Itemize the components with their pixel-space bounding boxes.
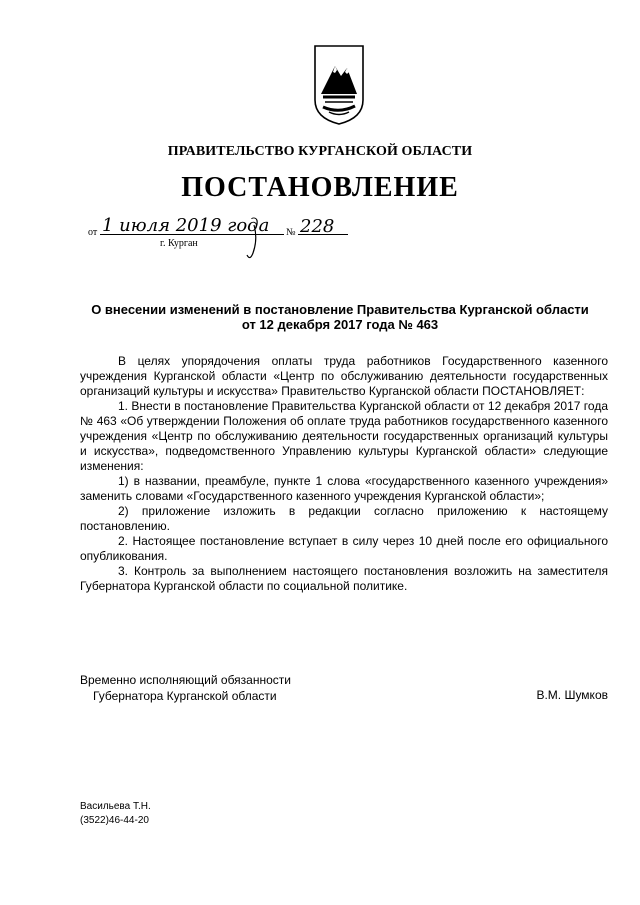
body-paragraph: 1. Внести в постановление Правительства Курганской области от 12 декабря 2017 года № 463 «Об утверждении Положения об оплате труда работников государственного казенного учреждения «Центр по обслуживанию деятельности государственных организаций культуры и искусства», подведомственного Управлению культуры Курганской области» следующие изменения: xyxy=(80,399,608,473)
city-label: г. Курган xyxy=(160,238,198,249)
document-subject xyxy=(60,302,620,332)
registration-line xyxy=(86,215,386,262)
handwritten-date: 1 июля 2019 года xyxy=(102,215,270,236)
coat-of-arms-icon xyxy=(313,44,365,126)
position-line-2: Губернатора Курганской области xyxy=(93,689,277,703)
executor-name: Васильева Т.Н. xyxy=(80,801,151,812)
number-underline xyxy=(298,234,348,235)
body-paragraph: 3. Контроль за выполнением настоящего постановления возложить на заместителя Губернатора Курганской области по социальной политике. xyxy=(80,564,608,593)
executor-info xyxy=(80,800,151,828)
body-paragraph: 2) приложение изложить в редакции согласно приложению к настоящему постановлению. xyxy=(80,504,608,533)
government-name: ПРАВИТЕЛЬСТВО КУРГАНСКОЙ ОБЛАСТИ xyxy=(167,144,473,159)
subject-line-2: от 12 декабря 2017 года № 463 xyxy=(241,317,439,332)
document-type-title: ПОСТАНОВЛЕНИЕ xyxy=(181,172,459,203)
position-line-1: Временно исполняющий обязанности xyxy=(80,673,291,687)
number-prefix: № xyxy=(286,227,296,238)
signatory-position xyxy=(80,672,291,704)
body-paragraph: 2. Настоящее постановление вступает в силу через 10 дней после его официального опубликования. xyxy=(80,534,608,563)
body-paragraph: 1) в названии, преамбуле, пункте 1 слова «государственного казенного учреждения» заменить словами «Государственного казенного учреждения Курганской области»; xyxy=(80,474,608,503)
handwritten-number: 228 xyxy=(300,216,335,237)
executor-phone: (3522)46-44-20 xyxy=(80,815,149,826)
date-prefix: от xyxy=(88,227,98,238)
signatory-name: В.М. Шумков xyxy=(536,688,608,702)
document-body xyxy=(80,354,608,594)
body-paragraph: В целях упорядочения оплаты труда работников Государственного казенного учреждения Курганской области «Центр по обслуживанию деятельности государственных организаций культуры и искусства» Правительство Курганской области ПОСТАНОВЛЯЕТ: xyxy=(80,354,608,398)
subject-line-1: О внесении изменений в постановление Правительства Курганской области xyxy=(91,302,589,317)
handwritten-stroke-icon xyxy=(244,223,264,263)
